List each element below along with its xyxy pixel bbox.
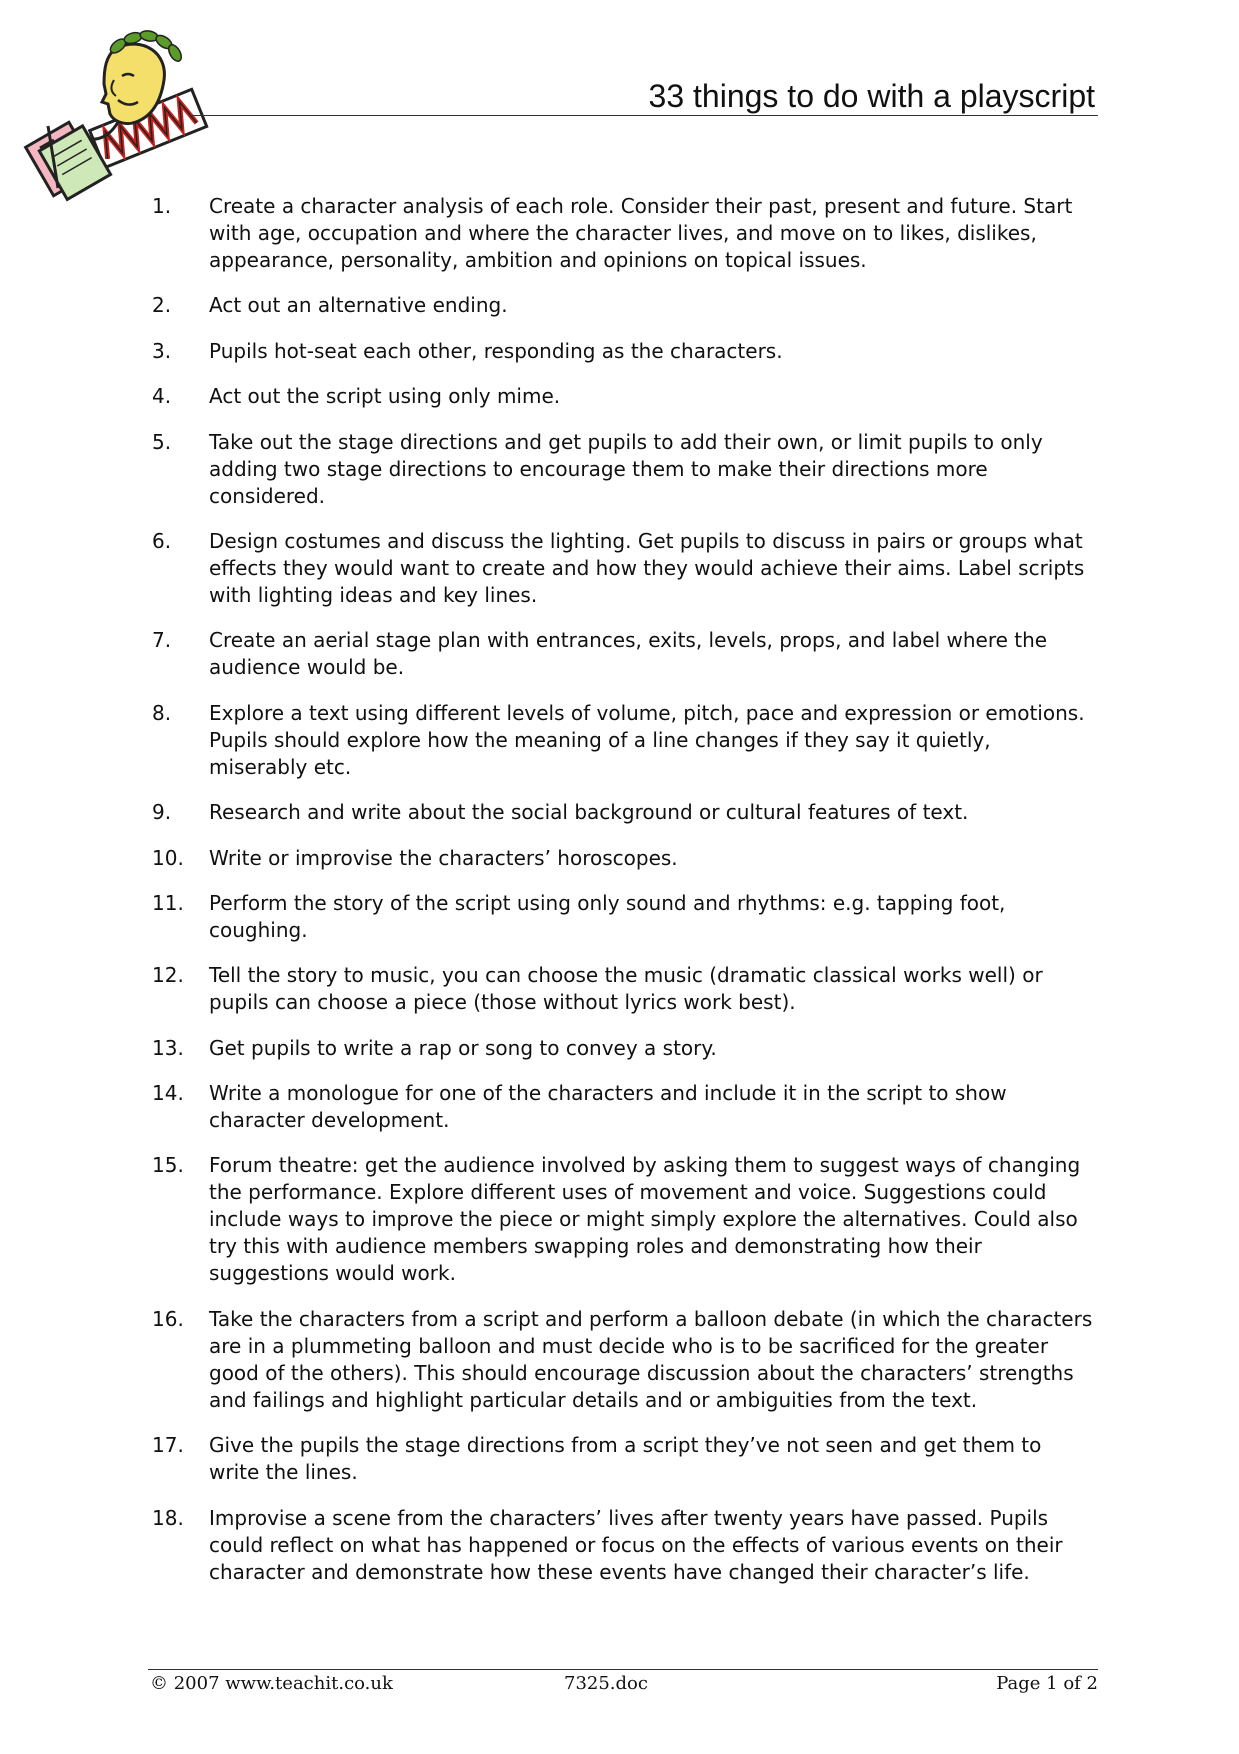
item-text: Give the pupils the stage directions from a script they’ve not seen and get them to write the lines.	[209, 1433, 1042, 1485]
item-number: 18.	[152, 1505, 184, 1530]
list-item	[0, 1035, 1239, 1062]
footer-page-number: Page 1 of 2	[996, 1673, 1098, 1694]
item-number: 9.	[152, 800, 172, 825]
footer-filename: 7325.doc	[564, 1673, 648, 1694]
item-number: 14.	[152, 1081, 184, 1106]
footer-copyright: © 2007 www.teachit.co.uk	[150, 1673, 393, 1694]
item-number: 15.	[152, 1153, 184, 1178]
list-item	[0, 1505, 1239, 1586]
list-item	[0, 528, 1239, 609]
item-number: 8.	[152, 700, 172, 725]
item-number: 2.	[152, 293, 172, 318]
item-text: Explore a text using different levels of volume, pitch, pace and expression or emotions. Pupils should explore how the meaning of a line changes if they say it quietly, miserably etc.	[209, 700, 1085, 779]
list-item	[0, 292, 1239, 319]
item-text: Create a character analysis of each role. Consider their past, present and future. Start with age, occupation and where the character lives, and move on to likes, dislikes, appearance, personality, ambition and opinions on topical issues.	[209, 194, 1073, 272]
item-number: 11.	[152, 890, 184, 915]
item-text: Research and write about the social background or cultural features of text.	[209, 800, 969, 825]
list-item	[0, 1306, 1239, 1414]
item-text: Act out an alternative ending.	[209, 293, 508, 318]
item-text: Take the characters from a script and perform a balloon debate (in which the characters are in a plummeting balloon and must decide who is to be sacrificed for the greater good of the others). This should encourage discussion about the characters’ strengths and failings and highlight particular details and or ambiguities from the text.	[209, 1306, 1093, 1412]
item-number: 10.	[152, 845, 184, 870]
list-item	[0, 627, 1239, 681]
list-item	[0, 799, 1239, 826]
item-text: Create an aerial stage plan with entrances, exits, levels, props, and label where the audience would be.	[209, 628, 1048, 680]
list-item	[0, 429, 1239, 510]
list-item	[0, 1152, 1239, 1287]
item-number: 13.	[152, 1035, 184, 1060]
item-number: 7.	[152, 628, 172, 653]
item-number: 6.	[152, 528, 172, 553]
item-number: 4.	[152, 384, 172, 409]
list-item	[0, 962, 1239, 1016]
item-number: 12.	[152, 963, 184, 988]
item-text: Take out the stage directions and get pupils to add their own, or limit pupils to only adding two stage directions to encourage them to make their directions more considered.	[209, 429, 1043, 508]
footer-divider	[148, 1669, 1098, 1670]
item-text: Improvise a scene from the characters’ lives after twenty years have passed. Pupils could reflect on what has happened or focus on the effects of various events on their character and demonstrate how these events have changed their character’s life.	[209, 1505, 1063, 1584]
item-number: 17.	[152, 1433, 184, 1458]
item-number: 5.	[152, 429, 172, 454]
item-number: 16.	[152, 1306, 184, 1331]
list-item	[0, 193, 1239, 274]
activity-list	[0, 193, 1239, 1604]
list-item	[0, 700, 1239, 781]
item-text: Tell the story to music, you can choose the music (dramatic classical works well) or pupils can choose a piece (those without lyrics work best).	[209, 963, 1043, 1015]
list-item	[0, 890, 1239, 944]
item-number: 1.	[152, 194, 172, 218]
page-title: 33 things to do with a playscript	[648, 78, 1095, 114]
item-text: Get pupils to write a rap or song to convey a story.	[209, 1035, 717, 1060]
list-item	[0, 1432, 1239, 1486]
item-text: Forum theatre: get the audience involved by asking them to suggest ways of changing the performance. Explore different uses of movement and voice. Suggestions could include ways to improve the piece or might simply explore the alternatives. Could also try this with audience members swapping roles and demonstrating how their suggestions would work.	[209, 1153, 1081, 1286]
item-text: Design costumes and discuss the lighting. Get pupils to discuss in pairs or groups what effects they would want to create and how they would achieve their aims. Label scripts with lighting ideas and key lines.	[209, 528, 1085, 607]
item-text: Pupils hot-seat each other, responding as the characters.	[209, 338, 783, 363]
item-text: Write or improvise the characters’ horoscopes.	[209, 845, 678, 870]
item-number: 3.	[152, 338, 172, 363]
item-text: Perform the story of the script using only sound and rhythms: e.g. tapping foot, coughing.	[209, 890, 1006, 942]
list-item	[0, 383, 1239, 410]
list-item	[0, 1080, 1239, 1134]
item-text: Act out the script using only mime.	[209, 384, 561, 409]
title-divider	[190, 115, 1098, 116]
list-item	[0, 845, 1239, 872]
list-item	[0, 338, 1239, 365]
laurel-actor-with-scripts-icon	[18, 18, 218, 203]
item-text: Write a monologue for one of the characters and include it in the script to show character development.	[209, 1081, 1007, 1133]
